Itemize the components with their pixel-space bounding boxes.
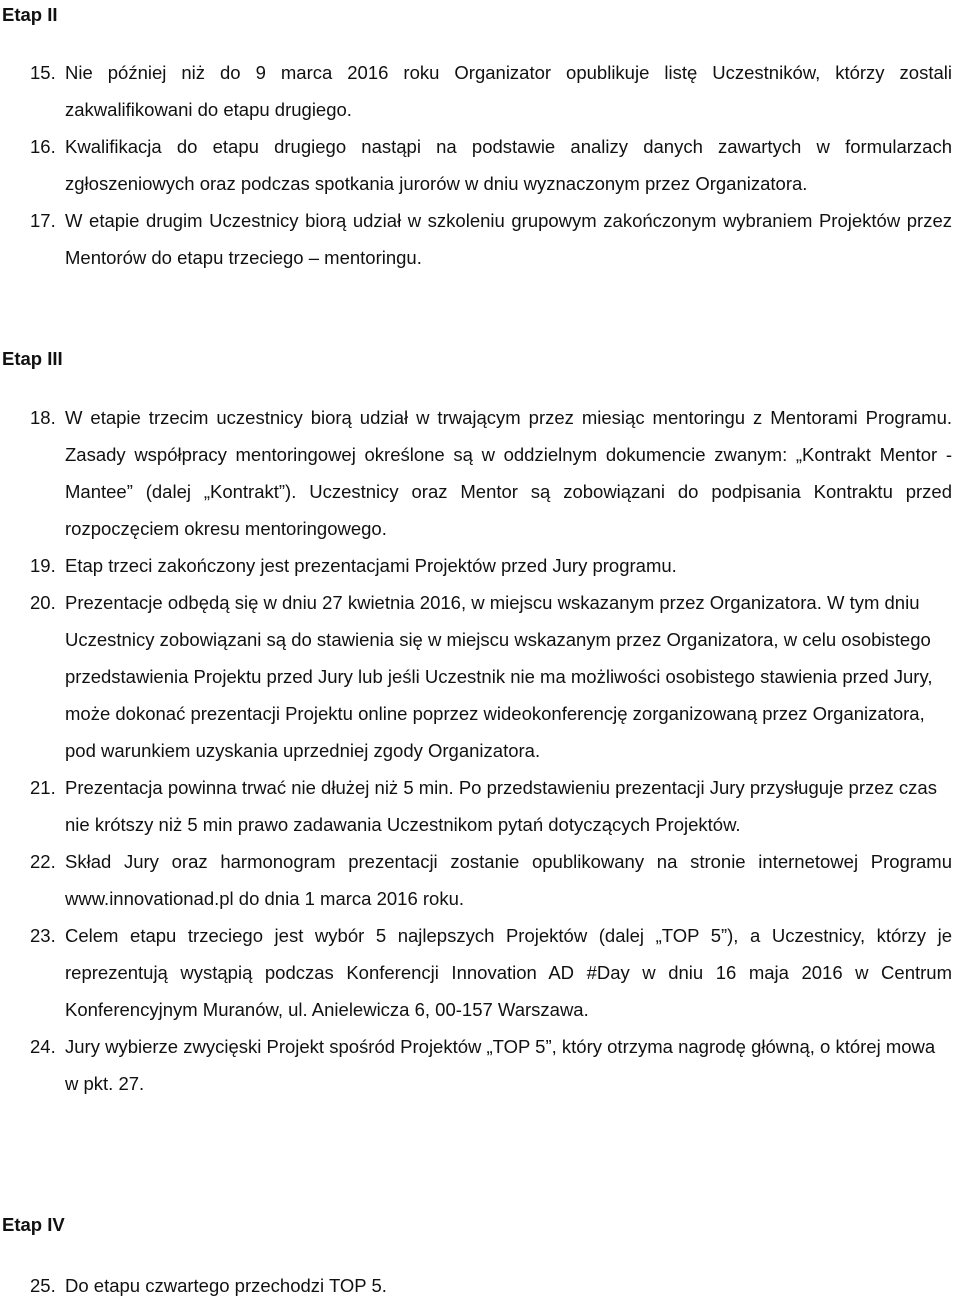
section-heading-etap-iv: Etap IV bbox=[2, 1214, 65, 1235]
list-item-15 bbox=[0, 54, 952, 128]
list-item-25 bbox=[0, 1267, 952, 1304]
list-item-19 bbox=[0, 547, 952, 584]
item-text: Celem etapu trzeciego jest wybór 5 najlepszych Projektów (dalej „TOP 5”), a Uczestnicy, którzy je reprezentują wystąpią podczas Konferencji Innovation AD #Day w dniu 16 maja 2016 w Centrum Konferencyjnym Muranów, ul. Anielewicza 6, 00-157 Warszawa. bbox=[65, 925, 952, 1020]
list-item-21 bbox=[0, 769, 952, 843]
item-text: Jury wybierze zwycięski Projekt spośród Projektów „TOP 5”, który otrzyma nagrodę główną, o której mowa w pkt. 27. bbox=[65, 1036, 936, 1094]
item-text: Prezentacje odbędą się w dniu 27 kwietnia 2016, w miejscu wskazanym przez Organizatora. W tym dniu Uczestnicy zobowiązani są do stawienia się w miejscu wskazanym przez Organizatora, w celu osobistego przedstawienia Projektu przed Jury lub jeśli Uczestnik nie ma możliwości osobistego stawienia przed Jury, może dokonać prezentacji Projektu online poprzez wideokonferencję zorganizowaną przez Organizatora, pod warunkiem uzyskania uprzedniej zgody Organizatora. bbox=[65, 592, 933, 761]
list-item-17 bbox=[0, 202, 952, 276]
item-text: Etap trzeci zakończony jest prezentacjami Projektów przed Jury programu. bbox=[65, 555, 677, 576]
item-text: Prezentacja powinna trwać nie dłużej niż 5 min. Po przedstawieniu prezentacji Jury przysługuje przez czas nie krótszy niż 5 min prawo zadawania Uczestnikom pytań dotyczących Projektów. bbox=[65, 777, 937, 835]
list-item-16 bbox=[0, 128, 952, 202]
item-number: 25. bbox=[30, 1275, 56, 1296]
item-text: Skład Jury oraz harmonogram prezentacji zostanie opublikowany na stronie internetowej Programu www.innovationad.pl do dnia 1 marca 2016 roku. bbox=[65, 851, 952, 909]
section-list-etap-ii bbox=[0, 54, 952, 276]
item-number: 21. bbox=[30, 777, 56, 798]
section-heading-etap-ii: Etap II bbox=[2, 4, 58, 25]
section-list-etap-iii bbox=[0, 399, 952, 1102]
list-item-23 bbox=[0, 917, 952, 1028]
item-number: 17. bbox=[30, 210, 56, 231]
item-text: W etapie drugim Uczestnicy biorą udział w szkoleniu grupowym zakończonym wybraniem Projektów przez Mentorów do etapu trzeciego – mentoringu. bbox=[65, 210, 952, 268]
list-item-24 bbox=[0, 1028, 952, 1102]
item-text: Kwalifikacja do etapu drugiego nastąpi na podstawie analizy danych zawartych w formularzach zgłoszeniowych oraz podczas spotkania jurorów w dniu wyznaczonym przez Organizatora. bbox=[65, 136, 952, 194]
section-heading-etap-iii: Etap III bbox=[2, 348, 63, 369]
item-text: W etapie trzecim uczestnicy biorą udział w trwającym przez miesiąc mentoringu z Mentorami Programu. Zasady współpracy mentoringowej określone są w oddzielnym dokumencie zwanym: „Kontrakt Mentor - Mantee” (dalej „Kontrakt”). Uczestnicy oraz Mentor są zobowiązani do podpisania Kontraktu przed rozpoczęciem okresu mentoringowego. bbox=[65, 407, 952, 539]
item-number: 15. bbox=[30, 62, 56, 83]
item-number: 19. bbox=[30, 555, 56, 576]
section-list-etap-iv bbox=[0, 1267, 952, 1304]
item-number: 18. bbox=[30, 407, 56, 428]
item-number: 20. bbox=[30, 592, 56, 613]
item-number: 22. bbox=[30, 851, 56, 872]
item-number: 16. bbox=[30, 136, 56, 157]
list-item-22 bbox=[0, 843, 952, 917]
list-item-18 bbox=[0, 399, 952, 547]
item-text: Nie później niż do 9 marca 2016 roku Organizator opublikuje listę Uczestników, którzy zostali zakwalifikowani do etapu drugiego. bbox=[65, 62, 952, 120]
list-item-20 bbox=[0, 584, 952, 769]
item-text: Do etapu czwartego przechodzi TOP 5. bbox=[65, 1275, 387, 1296]
item-number: 24. bbox=[30, 1036, 56, 1057]
item-number: 23. bbox=[30, 925, 56, 946]
